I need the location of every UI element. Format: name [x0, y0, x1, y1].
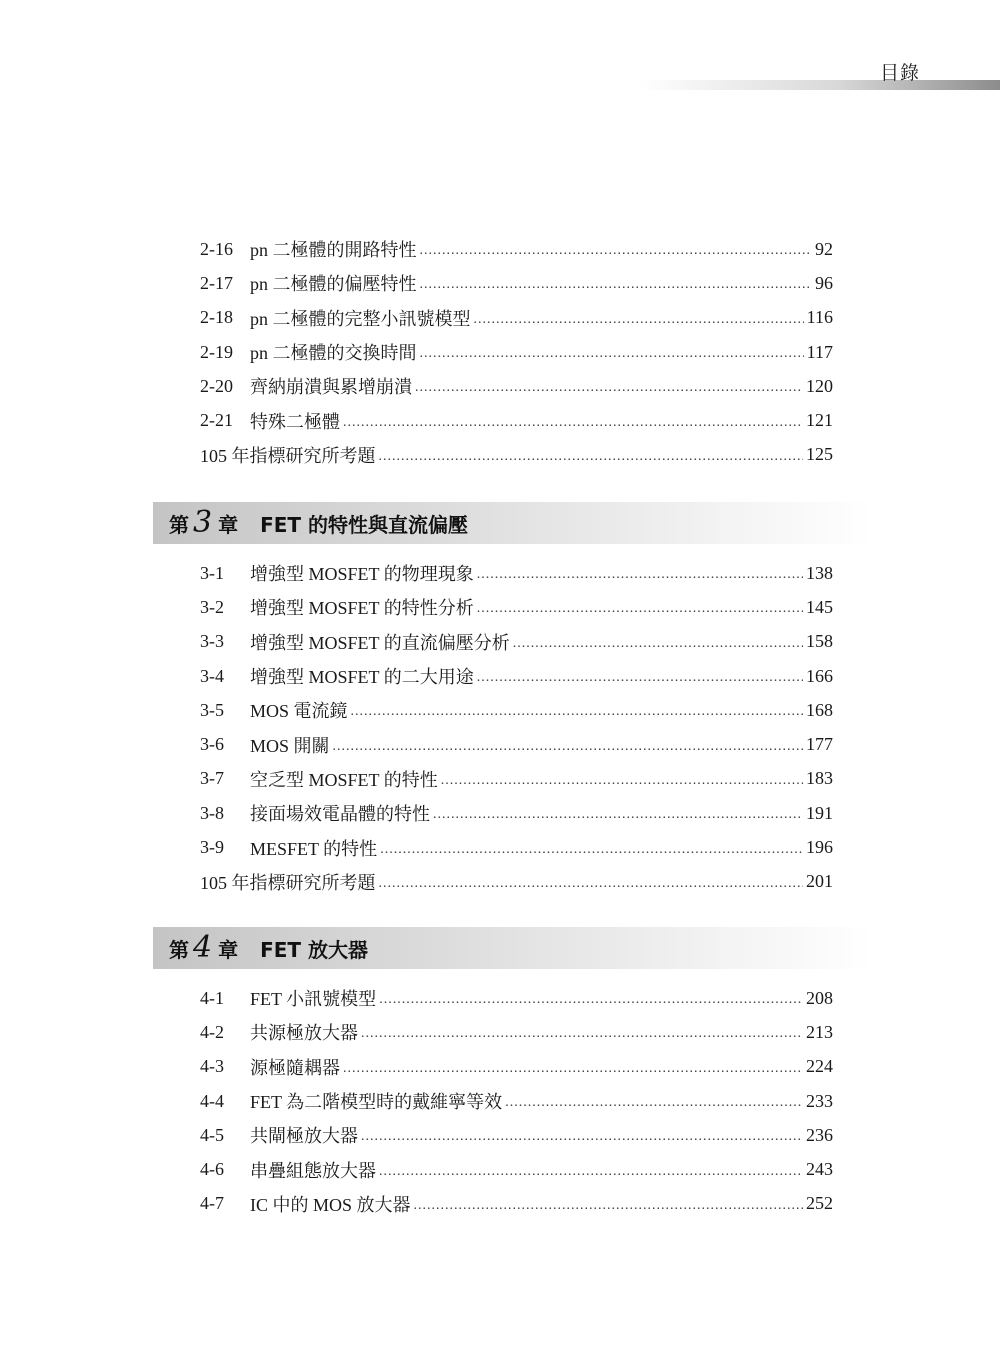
entry-page-number: 116 [806, 307, 833, 328]
entry-title: 齊納崩潰與累增崩潰 [250, 377, 412, 398]
toc-entry[interactable] [200, 369, 833, 403]
chapter-suffix: 章 [218, 937, 239, 962]
toc-entry[interactable] [200, 403, 833, 437]
toc-entry[interactable] [200, 266, 833, 300]
toc-section [200, 556, 833, 899]
entry-number: 2-17 [200, 272, 233, 293]
dot-leader [361, 1129, 803, 1145]
entry-number: 4-7 [200, 1193, 224, 1214]
entry-page-number: 191 [806, 802, 833, 823]
entry-number: 3-4 [200, 665, 224, 686]
page-header-title: 目錄 [879, 62, 920, 84]
dot-leader [414, 1198, 803, 1214]
entry-title: MOS 電流鏡 [250, 701, 348, 722]
entry-page-number: 233 [806, 1090, 833, 1111]
dot-leader [513, 636, 803, 652]
entry-title: 空乏型 MOSFET 的特性 [250, 769, 438, 790]
toc-section [200, 232, 833, 472]
entry-page-number: 252 [806, 1193, 833, 1214]
dot-leader [441, 773, 803, 789]
entry-number: 4-6 [200, 1159, 224, 1180]
toc-entry[interactable] [200, 625, 833, 659]
dot-leader [420, 243, 813, 259]
toc-entry[interactable] [200, 727, 833, 761]
entry-page-number: 166 [806, 665, 833, 686]
entry-page-number: 196 [806, 837, 833, 858]
dot-leader [333, 739, 803, 755]
entry-title: 共源極放大器 [250, 1023, 358, 1044]
entry-number: 2-19 [200, 341, 233, 362]
entry-number: 3-9 [200, 837, 224, 858]
entry-page-number: 125 [806, 444, 833, 465]
entry-number: 3-7 [200, 768, 224, 789]
toc-entry[interactable] [200, 1084, 833, 1118]
entry-number: 3-2 [200, 596, 224, 617]
chapter-number: 3 [193, 504, 213, 540]
entry-page-number: 208 [806, 987, 833, 1008]
toc-entry[interactable] [200, 981, 833, 1015]
entry-title: pn 二極體的交換時間 [250, 343, 417, 364]
entry-title: MOS 開關 [250, 735, 330, 756]
entry-title: pn 二極體的偏壓特性 [250, 274, 417, 295]
entry-number: 3-6 [200, 734, 224, 755]
entry-title: 串疊組態放大器 [250, 1160, 376, 1181]
toc-entry[interactable] [200, 1050, 833, 1084]
entry-title: IC 中的 MOS 放大器 [250, 1194, 411, 1215]
entry-page-number: 183 [806, 768, 833, 789]
entry-title: 增強型 MOSFET 的特性分析 [250, 598, 474, 619]
dot-leader [343, 1061, 803, 1077]
toc-entry[interactable] [200, 830, 833, 864]
entry-page-number: 117 [806, 341, 833, 362]
entry-title: 增強型 MOSFET 的直流偏壓分析 [250, 632, 510, 653]
entry-title: pn 二極體的開路特性 [250, 240, 417, 261]
chapter-title: FET 的特性與直流偏壓 [260, 512, 469, 537]
toc-entry[interactable] [200, 1015, 833, 1049]
toc-entry[interactable] [200, 438, 833, 472]
entry-title: FET 為二階模型時的戴維寧等效 [250, 1092, 503, 1113]
toc-entry[interactable] [200, 1118, 833, 1152]
dot-leader [474, 312, 804, 328]
entry-number: 3-1 [200, 562, 224, 583]
chapter-title: FET 放大器 [260, 937, 369, 962]
chapter-heading [153, 502, 1000, 544]
dot-leader [379, 1164, 803, 1180]
dot-leader [477, 670, 803, 686]
entry-title: 105 年指標研究所考題 [200, 445, 376, 466]
entry-number: 3-5 [200, 699, 224, 720]
entry-title: 特殊二極體 [250, 411, 340, 432]
entry-title: MESFET 的特性 [250, 838, 378, 859]
toc-entry[interactable] [200, 335, 833, 369]
entry-number: 2-18 [200, 307, 233, 328]
entry-number: 4-3 [200, 1056, 224, 1077]
toc-entry[interactable] [200, 1187, 833, 1221]
dot-leader [379, 876, 804, 892]
dot-leader [420, 277, 813, 293]
entry-number: 2-21 [200, 410, 233, 431]
entry-number: 4-2 [200, 1021, 224, 1042]
dot-leader [380, 842, 803, 858]
dot-leader [379, 992, 803, 1008]
dot-leader [343, 415, 803, 431]
header-rule [640, 80, 1000, 90]
toc-entry[interactable] [200, 590, 833, 624]
toc-entry[interactable] [200, 232, 833, 266]
entry-title: pn 二極體的完整小訊號模型 [250, 308, 471, 329]
entry-page-number: 121 [806, 410, 833, 431]
entry-page-number: 224 [806, 1056, 833, 1077]
entry-title: FET 小訊號模型 [250, 989, 377, 1010]
entry-title: 源極隨耦器 [250, 1057, 340, 1078]
entry-title: 增強型 MOSFET 的物理現象 [250, 564, 474, 585]
entry-number: 4-1 [200, 987, 224, 1008]
toc-entry[interactable] [200, 796, 833, 830]
toc-entry[interactable] [200, 659, 833, 693]
entry-page-number: 96 [815, 272, 833, 293]
entry-page-number: 177 [806, 734, 833, 755]
dot-leader [505, 1095, 803, 1111]
toc-entry[interactable] [200, 1152, 833, 1186]
toc-entry[interactable] [200, 556, 833, 590]
entry-page-number: 236 [806, 1124, 833, 1145]
entry-title: 105 年指標研究所考題 [200, 872, 376, 893]
entry-number: 4-5 [200, 1124, 224, 1145]
chapter-prefix: 第 [169, 937, 189, 962]
entry-number: 3-3 [200, 631, 224, 652]
entry-page-number: 120 [806, 375, 833, 396]
dot-leader [361, 1026, 803, 1042]
dot-leader [415, 380, 803, 396]
chapter-heading [153, 927, 1000, 969]
chapter-suffix: 章 [218, 512, 239, 537]
dot-leader [433, 807, 803, 823]
entry-page-number: 138 [806, 562, 833, 583]
toc-entry[interactable] [200, 865, 833, 899]
entry-page-number: 145 [806, 596, 833, 617]
entry-page-number: 243 [806, 1159, 833, 1180]
dot-leader [477, 567, 803, 583]
toc-entry[interactable] [200, 301, 833, 335]
entry-number: 2-20 [200, 375, 233, 396]
entry-number: 3-8 [200, 802, 224, 823]
dot-leader [477, 601, 803, 617]
entry-page-number: 213 [806, 1021, 833, 1042]
dot-leader [379, 449, 804, 465]
dot-leader [351, 704, 803, 720]
entry-page-number: 158 [806, 631, 833, 652]
entry-title: 共閘極放大器 [250, 1126, 358, 1147]
entry-page-number: 201 [806, 871, 833, 892]
entry-number: 2-16 [200, 238, 233, 259]
entry-title: 接面場效電晶體的特性 [250, 804, 430, 825]
toc-entry[interactable] [200, 693, 833, 727]
toc-section [200, 981, 833, 1221]
entry-number: 4-4 [200, 1090, 224, 1111]
entry-title: 增強型 MOSFET 的二大用途 [250, 667, 474, 688]
chapter-number: 4 [193, 929, 213, 965]
toc-entry[interactable] [200, 762, 833, 796]
entry-page-number: 168 [806, 699, 833, 720]
chapter-prefix: 第 [169, 512, 189, 537]
dot-leader [420, 346, 804, 362]
entry-page-number: 92 [815, 238, 833, 259]
